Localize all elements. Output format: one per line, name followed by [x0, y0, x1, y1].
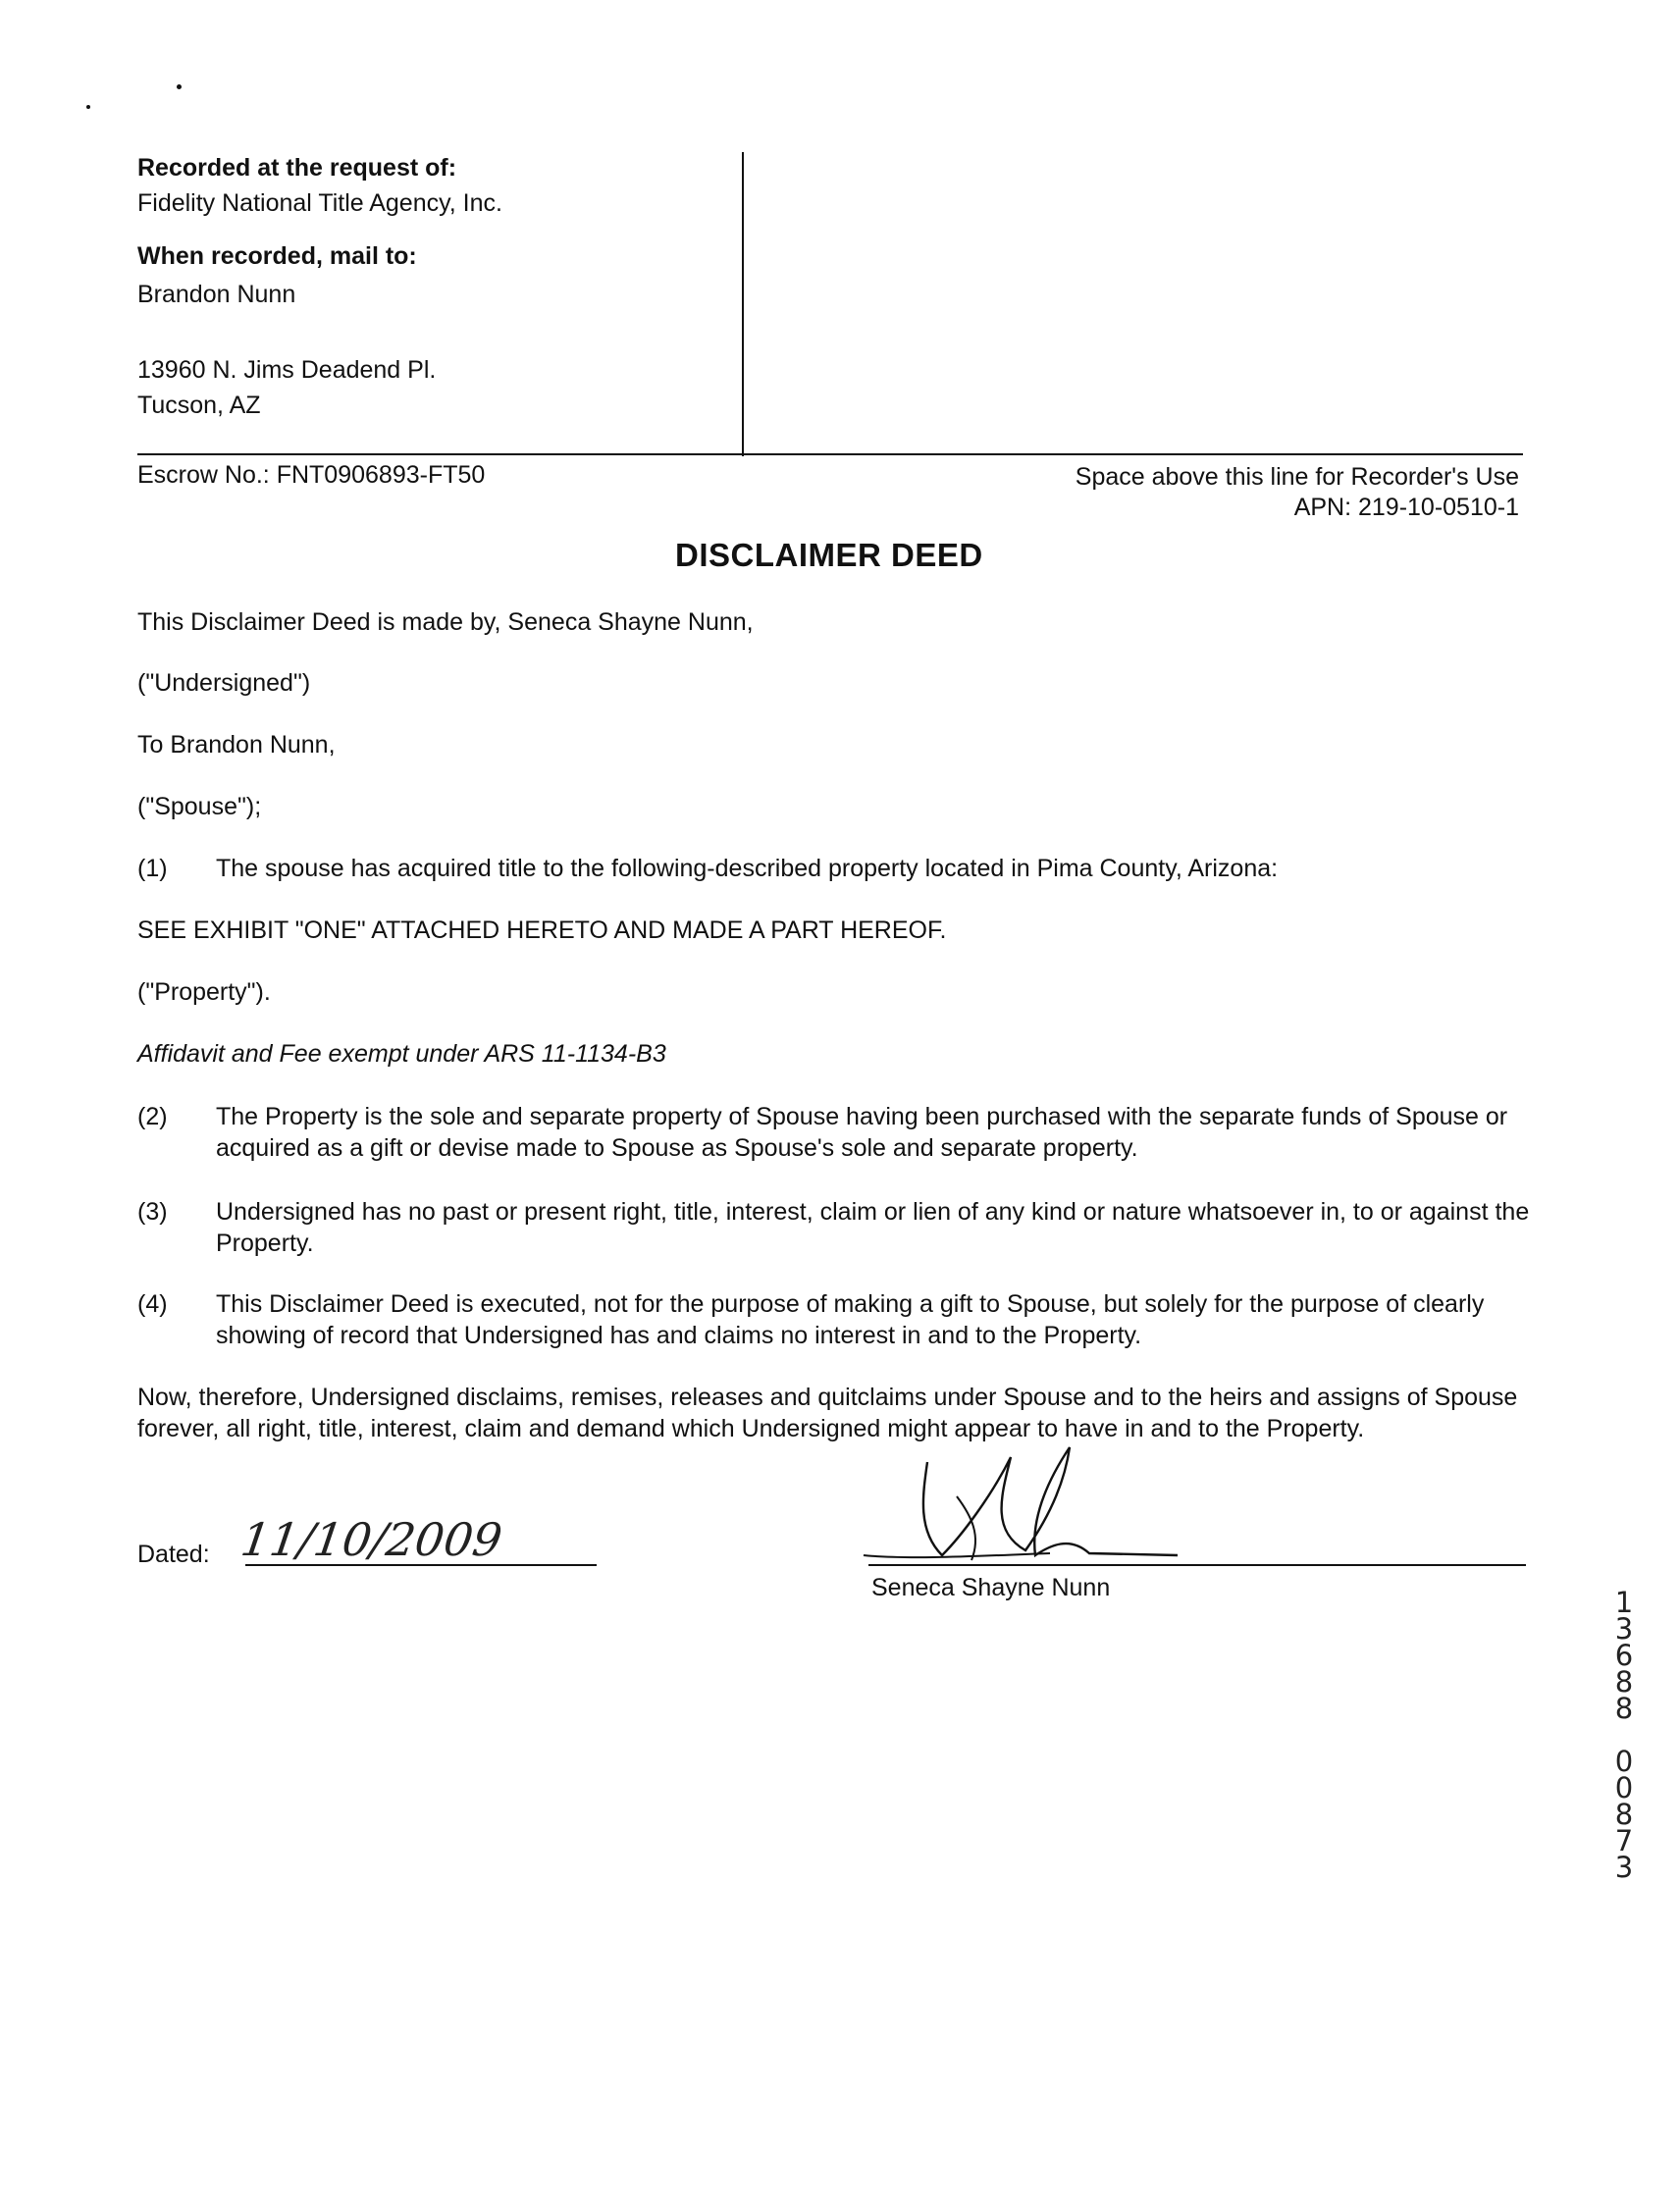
clause-2-text: The Property is the sole and separate property of Spouse having been purchased with the separate funds of Spouse or acquired as a gift or devise made to Spouse as Spouse's sole and separate property. [216, 1103, 1508, 1162]
recording-stamp-number [1609, 1586, 1639, 1884]
signature-scribble [854, 1438, 1178, 1570]
recorder-box-divider [742, 152, 744, 456]
clause-3-text: Undersigned has no past or present right, title, interest, claim or lien of any kind or nature whatsoever in, to or against the Property. [216, 1198, 1530, 1257]
scan-speck [177, 84, 182, 89]
stamp-digit: 6 [1614, 1639, 1634, 1672]
stamp-digit: 8 [1614, 1665, 1634, 1699]
conclusion-paragraph: Now, therefore, Undersigned disclaims, remises, releases and quitclaims under Spouse and to the heirs and assigns of Spouse forever, all right, title, interest, claim and demand which Undersigned might appear to have in and to the Property. [137, 1384, 1518, 1442]
escrow-number: Escrow No.: FNT0906893-FT50 [137, 461, 486, 489]
clause-4-text: This Disclaimer Deed is executed, not for the purpose of making a gift to Spouse, but solely for the purpose of clearly showing of record that Undersigned has and claims no interest in and to the Property. [216, 1290, 1485, 1349]
clause-4-number: (4) [137, 1290, 168, 1318]
mail-name: Brandon Nunn [137, 281, 296, 308]
stamp-digit: 1 [1614, 1586, 1634, 1619]
recorder-space-line [137, 453, 1523, 455]
clause-1-text: The spouse has acquired title to the following-described property located in Pima County, Arizona: [216, 855, 1279, 882]
clause-3-number: (3) [137, 1198, 168, 1226]
handwritten-date-text: 11/10/2009 [237, 1513, 505, 1566]
stamp-digit: 3 [1614, 1851, 1634, 1884]
stamp-digit: 8 [1614, 1692, 1634, 1725]
stamp-digit: 8 [1614, 1798, 1634, 1831]
exhibit-reference: SEE EXHIBIT "ONE" ATTACHED HERETO AND MADE A PART HEREOF. [137, 916, 947, 944]
stamp-digit: 3 [1614, 1612, 1634, 1646]
property-label: ("Property"). [137, 978, 271, 1006]
recorder-use-note: Space above this line for Recorder's Use [1075, 463, 1519, 491]
dated-label: Dated: [137, 1541, 210, 1568]
mail-address-line2: Tucson, AZ [137, 392, 261, 419]
to-line: To Brandon Nunn, [137, 731, 336, 759]
mail-label: When recorded, mail to: [137, 242, 417, 270]
recorded-label: Recorded at the request of: [137, 154, 457, 182]
scan-speck [86, 105, 90, 109]
spouse-label: ("Spouse"); [137, 793, 262, 820]
stamp-digit: 0 [1614, 1771, 1634, 1805]
document-title: DISCLAIMER DEED [675, 537, 983, 573]
handwritten-date [237, 1477, 505, 1570]
stamp-digit: 0 [1614, 1745, 1634, 1778]
undersigned-label: ("Undersigned") [137, 669, 311, 697]
clause-2-number: (2) [137, 1103, 168, 1130]
clause-1-number: (1) [137, 855, 168, 882]
signer-signature-line [868, 1564, 1526, 1566]
signer-name: Seneca Shayne Nunn [871, 1574, 1111, 1601]
made-by-line: This Disclaimer Deed is made by, Seneca Shayne Nunn, [137, 608, 754, 636]
apn-number: APN: 219-10-0510-1 [1293, 494, 1519, 521]
recorded-value: Fidelity National Title Agency, Inc. [137, 189, 502, 217]
mail-address-line1: 13960 N. Jims Deadend Pl. [137, 356, 437, 384]
stamp-digit: 7 [1614, 1824, 1634, 1858]
affidavit-exemption: Affidavit and Fee exempt under ARS 11-1134-B3 [137, 1040, 666, 1068]
